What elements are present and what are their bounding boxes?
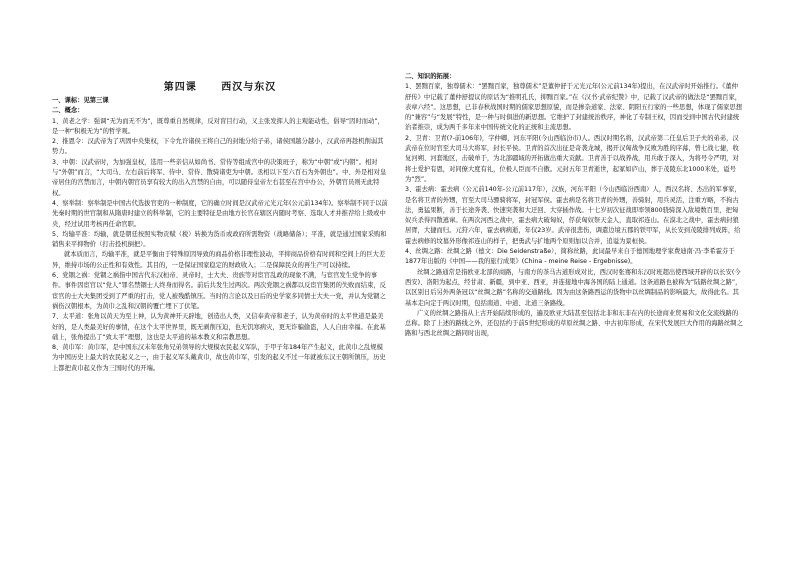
- extension-item: 1、罢黜百家，独尊儒术：“罢黜百家，独尊儒术”是董仲舒于元光元年(公元前134年)提出，在汉武帝时开始推行。《董仲舒传》中记载了董仲舒提议的原话为“推明孔氏，抑黜百家。”在《汉书·武帝纪赞》中，记载了汉武帝的做法是“罢黜百家，表章六经”。这思想，已非春秋战国时期的儒家思想原貌，而是掺杂道家、法家、阴阳五行家的一些思想，体现了儒家思想的“兼容”与“发展”特性，是一种与时俱进的新思想。它维护了封建统治秩序，神化了专制王权，因而受到中国古代封建统治者推崇，成为两千多年来中国传统文化的正统和主流思想。: [405, 83, 742, 132]
- section-heading: 二、知识的拓展：: [405, 73, 456, 80]
- concept-item: 就本质而言，均输平准，就是平衡由于特殊原因导致的商品价格非理性波动，平抑商品价格有时间和空间上的巨大差异，维持市场的公正性和有效性。其目的，一是保证国家稳定的财政收入；二是保障民众的再生产可以持续。: [52, 251, 386, 269]
- section-heading: 一、课标：见第三课: [52, 97, 109, 104]
- lesson-topic: 西汉与东汉: [221, 82, 277, 93]
- concept-item: 3、中朝：汉武帝时，为加强皇权，选用一些亲信从如尚书、常侍等组成宫中的决策班子，称为“中朝”或“内朝”。相对与“外朝”而言，“大司马、左右前后将军、侍中、常侍、散骑诸吏为中朝。丞相以下至六百石为外朝也”。中、外是相对皇帝居住的宫禁而言，中朝内朝官员享有较大的出入宫禁的自由，可以随侍皇帝左右甚至在宫中办公，外朝官员则无此特权。: [52, 158, 387, 197]
- extension-item: 4、丝绸之路：丝绸之路（德文：Die Seidenstraße），简称丝路，此词最早来自于德国地理学家费迪南·冯·李希霍芬于1877年出版的《中国——我的旅行成果》(China - meine Reise - Ergebnisse)。: [405, 248, 735, 266]
- extension-item: 2、卫青：卫青(?-前106年)，字仲卿，河东平阳(今山西临汾市)人。西汉时期名将，汉武帝第二任皇后卫子夫的弟弟，汉武帝在位时官至大司马大将军，封长平侯。卫青的首次出征是奇袭龙城，揭开汉匈战争反败为胜的序幕，曾七战七捷，收复河朔、河套地区，击破单于，为北部疆域的开拓做出重大贡献。卫青善于以战养战，用兵敢于深入，为将号令严明，对将士爱护有恩，对同僚大度有礼，位极人臣而不自傲。元封五年卫青逝世，起冢如庐山，葬于茂陵东北1000米处，谥号为“烈”。: [405, 134, 739, 183]
- concept-item: 6、党锢之祸：党锢之祸指中国古代东汉桓帝、灵帝时，士大夫、贵族等对宦官乱政的现象不满，与宦官发生党争的事件。事件因宦官以“党人”罪名禁锢士人终身而得名。前后共发生过两次。两次党锢之祸都以反宦官集团的失败而结束，反宦官的士大夫集团受到了严重的打击，党人被残酷镇压。当时的言论以及日后的史学家多同情士大夫一党，并认为党锢之祸伤汉朝根本，为黄巾之乱和汉朝的覆亡埋下了伏笔。: [52, 272, 386, 310]
- left-column: [52, 96, 388, 374]
- extension-item: 广义的丝绸之路指从上古开始陆续形成的，遍及欧亚大陆甚至包括北非和东非在内的长途商业贸易和文化交流线路的总称。除了上述的路线之外，还包括约于前5世纪形成的草原丝绸之路、中古初年形成，在宋代发展巨大作用的海路丝绸之路和与西北丝绸之路同时出现，: [405, 309, 743, 338]
- extension-item: 丝绸之路通常是指欧亚北部的商路，与南方的茶马古道形成对比，西汉时张骞和东汉时班超出使西域开辟的以长安(今西安)、洛阳为起点，经甘肃、新疆，到中亚、西亚，并连接地中海各国的陆上通道。这条道路也被称为“陆路丝绸之路”，以区别日后另外两条冠以“丝绸之路”名称的交通路线。因为由这条路西运的货物中以丝绸制品的影响最大，故得此名。其基本走向定于两汉时期，包括南道、中道、北道三条路线。: [405, 268, 742, 307]
- concept-item: 5、均输平准：均输，就是朝廷按照实物贡赋（税）转换为货币或政府所需物资（战略储备）；平准，就是通过国家采购和销售来平抑物价（打击投机倒把）。: [52, 230, 387, 249]
- concept-item: 1、黄老之学：强调“无为而无不为”，既尊重自然规律，反对盲目行动，又主张发挥人的主观能动性，倡导“因时而动”，是一种“积极无为”的哲学观。: [52, 117, 384, 135]
- extension-item: 3、霍去病：霍去病（公元前140年-公元前117年），汉族，河东平阳（今山西临汾西南）人，西汉名将、杰出的军事家，是名将卫青的外甥，官至大司马骠骑将军，封冠军侯。霍去病是名将卫青的外甥，善骑射，用兵灵活，注重方略，不拘古法，勇猛果断，善于长途奔袭、快速突袭和大迂回、大穿插作战。十七岁初次征战即率领800骁骑深入敌境数百里，把匈奴兵杀得四散逃窜。在两次河西之战中，霍去病大破匈奴，俘获匈奴祭天金人，直取祁连山。在漠北之战中，霍去病封狼居胥，大捷而归。元狩六年，霍去病病逝，年仅23岁。武帝很悲伤，调遣边境五郡的铁甲军，从长安到茂陵排列成阵，给霍去病修的坟墓外形像祁连山的样子，把勇武与扩地两个原则加以合并，追谥为景桓侯。: [405, 186, 741, 245]
- concept-item: 7、太平道：张角以黄天为至上神，认为黄神开天辟地，创造出人类，又信奉黄帝和老子，认为黄帝时的太平世道是最美好的，是人类最美好的事情，在这个太平世界里，既无剥削压迫，也无饥寒病灾，更无诈骗偷盗，人人自由幸福。在此基础上，张角提出了“致太平”理想，这也是太平道的基本教义和宗教思想。: [52, 313, 386, 341]
- concept-item: 2、推恩令：汉武帝为了巩固中央集权，下令允许诸侯王将自己的封地分给子弟，诸侯国越分越小，汉武帝再趁机削弱其势力。: [52, 138, 384, 156]
- concept-item: 8、黄巾军：黄巾军，是中国东汉末年张角兄弟领导的大规模农民起义军队，于甲子年184年产生起义，此黄巾之乱规模为中国历史上最大的农民起义之一，由于起义军头戴黄巾，故也黄巾军，引发的起义不过一年就被东汉王朝所镇压，历史上都把黄巾起义作为三国时代的开端。: [52, 344, 386, 372]
- concept-item: 4、察举制：察举制是中国古代选拔官吏的一种制度，它的确立时间是汉武帝元光元年(公元前134年)。察举制不同于以前先秦时期的世官制和从隋唐时建立的科举制，它的主要特征是由地方长官在辖区内随时考察、选取人才并推荐给上级或中央，经过试用考核再任命官职。: [52, 199, 388, 228]
- lesson-number: 第四课: [163, 82, 197, 93]
- right-column: [405, 72, 743, 340]
- section-heading: 二、概念：: [52, 107, 84, 115]
- page-title: [52, 78, 388, 93]
